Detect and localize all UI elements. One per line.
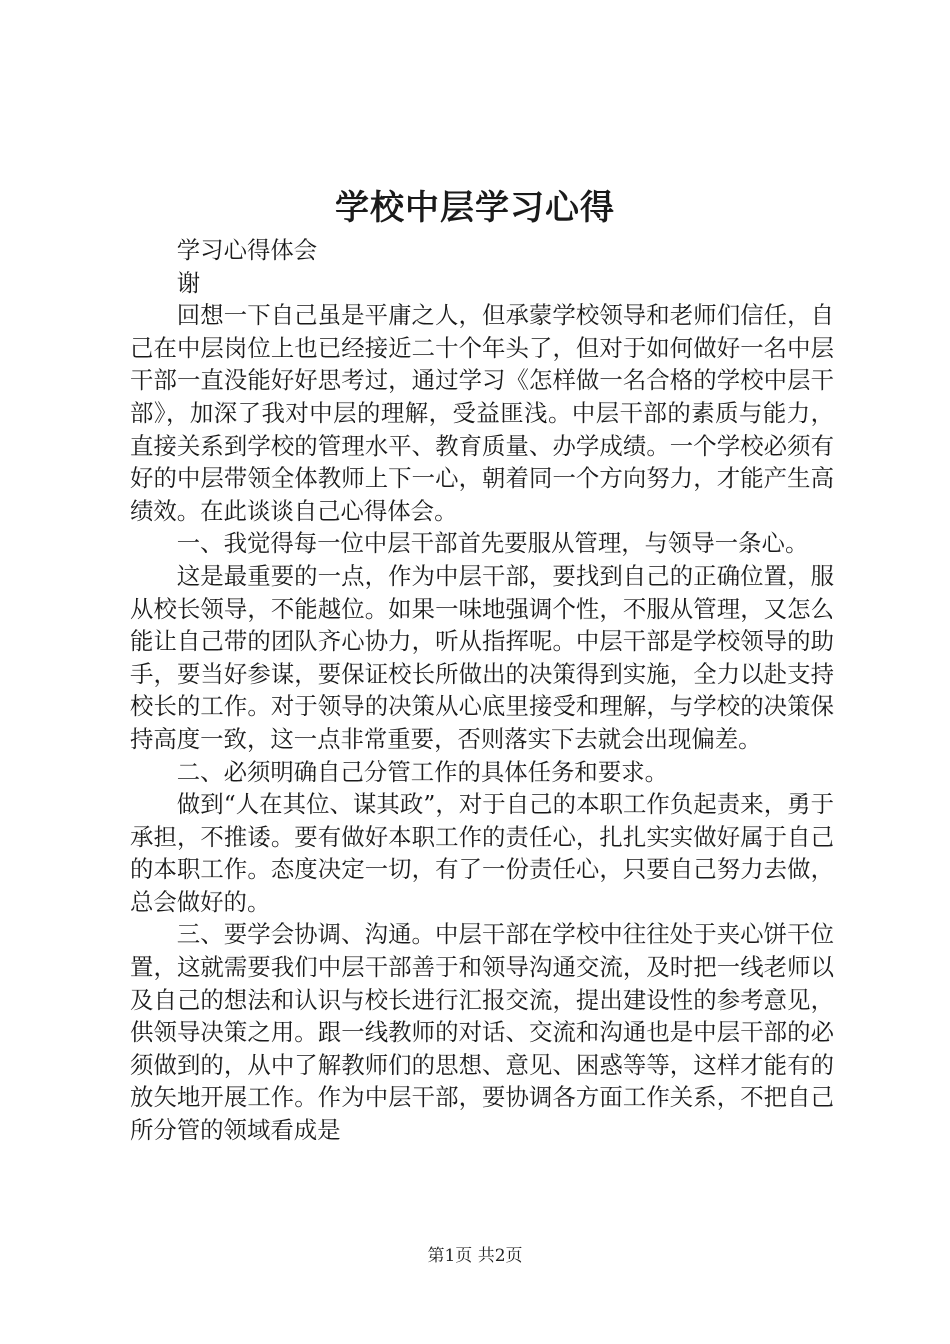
paragraph-subtitle: 学习心得体会 xyxy=(176,236,318,264)
document-body xyxy=(130,234,834,1147)
paragraph-heading-3: 三、要学会协调、沟通。中层干部在学校中往往处于夹心饼干位置，这就需要我们中层干部善于和领导沟通交流，及时把一线老师以及自己的想法和认识与校长进行汇报交流，提出建设性的参考意见，供领导决策之用。跟一线教师的对话、交流和沟通也是中层干部的必须做到的，从中了解教师们的思想、意见、困惑等等，这样才能有的放矢地开展工作。作为中层干部，要协调各方面工作关系，不把自己所分管的领域看成是 xyxy=(130,920,834,1145)
paragraph-heading-2: 二、必须明确自己分管工作的具体任务和要求。 xyxy=(176,757,668,786)
paragraph-intro: 回想一下自己虽是平庸之人，但承蒙学校领导和老师们信任，自己在中层岗位上也已经接近二十个年头了，但对于如何做好一名中层干部一直没能好好思考过，通过学习《怎样做一名合格的学校中层干部》，加深了我对中层的理解，受益匪浅。中层干部的素质与能力，直接关系到学校的管理水平、教育质量、办学成绩。一个学校必须有好的中层带领全体教师上下一心，朝着同一个方向努力，才能产生高绩效。在此谈谈自己心得体会。 xyxy=(130,301,834,525)
paragraph-author: 谢 xyxy=(176,268,201,297)
page-title: 学校中层学习心得 xyxy=(335,188,615,228)
paragraph-heading-1: 一、我觉得每一位中层干部首先要服从管理，与领导一条心。 xyxy=(176,529,809,558)
paragraph-body-1: 这是最重要的一点，作为中层干部，要找到自己的正确位置，服从校长领导，不能越位。如果一味地强调个性，不服从管理，又怎么能让自己带的团队齐心协力，听从指挥呢。中层干部是学校领导的助手，要当好参谋，要保证校长所做出的决策得到实施，全力以赴支持校长的工作。对于领导的决策从心底里接受和理解，与学校的决策保持高度一致，这一点非常重要，否则落实下去就会出现偏差。 xyxy=(130,561,834,753)
paragraph-body-2: 做到“人在其位、谋其政”，对于自己的本职工作负起责来，勇于承担，不推诿。要有做好本职工作的责任心，扎扎实实做好属于自己的本职工作。态度决定一切，有了一份责任心，只要自己努力去做，总会做好的。 xyxy=(130,790,834,916)
page-number-footer: 第1页 共2页 xyxy=(427,1246,523,1266)
